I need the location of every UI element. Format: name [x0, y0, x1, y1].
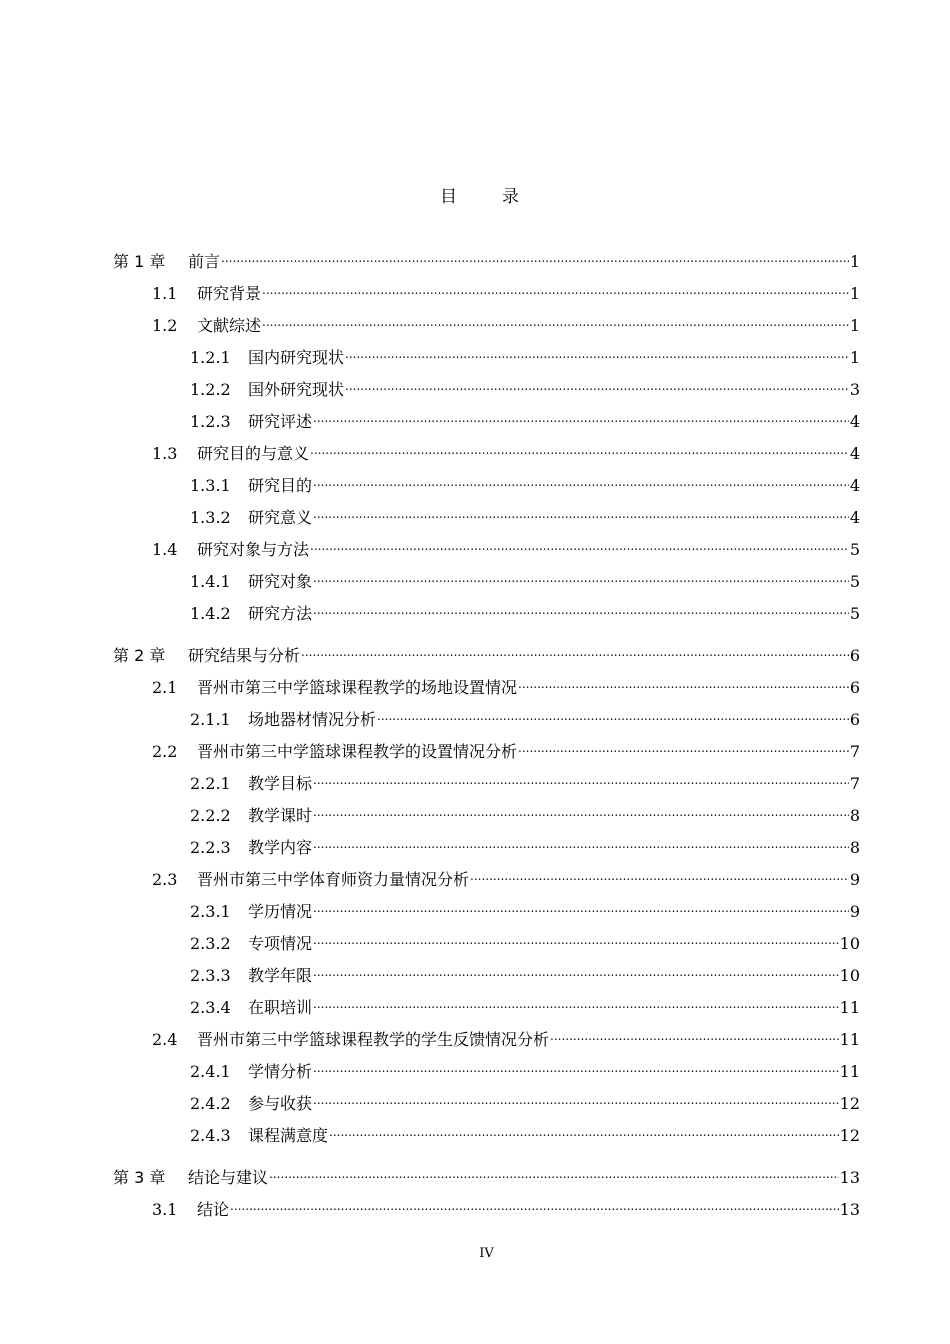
- toc-entry-title: 学情分析: [248, 1062, 313, 1081]
- toc-entry-page: 10: [839, 934, 860, 953]
- toc-entry-number: 1.2.2: [190, 380, 231, 399]
- toc-entry-page: 7: [849, 742, 860, 761]
- toc-entry-page: 11: [839, 1030, 860, 1049]
- toc-dot-leader: [313, 767, 849, 789]
- toc-entry-page: 4: [849, 476, 860, 495]
- toc-entry-page: 4: [849, 412, 860, 431]
- toc-entry[interactable]: [190, 469, 860, 495]
- toc-dot-leader: [470, 863, 849, 885]
- toc-entry[interactable]: [190, 959, 860, 985]
- toc-entry[interactable]: [190, 597, 860, 623]
- toc-dot-leader: [313, 1055, 839, 1077]
- toc-entry-title: 文献综述: [197, 316, 262, 335]
- toc-entry-title: 教学年限: [248, 966, 313, 985]
- toc-dot-leader: [329, 1119, 839, 1141]
- toc-dot-leader: [345, 373, 849, 395]
- toc-entry-title: 国内研究现状: [248, 348, 345, 367]
- toc-entry[interactable]: [190, 703, 860, 729]
- toc-entry-page: 13: [839, 1200, 860, 1219]
- toc-entry-page: 7: [849, 774, 860, 793]
- toc-entry[interactable]: [190, 799, 860, 825]
- toc-entry[interactable]: [113, 245, 860, 271]
- toc-entry[interactable]: [190, 1055, 860, 1081]
- toc-entry-number: 1.2.1: [190, 348, 231, 367]
- toc-entry-page: 11: [839, 1062, 860, 1081]
- toc-entry-page: 1: [849, 284, 860, 303]
- toc-entry-number: 1.4: [152, 540, 178, 559]
- toc-entry-title: 晋州市第三中学篮球课程教学的场地设置情况: [197, 678, 518, 697]
- toc-entry-title: 晋州市第三中学体育师资力量情况分析: [197, 870, 470, 889]
- toc-entry-number: 第 3 章: [113, 1168, 166, 1187]
- toc-entry[interactable]: [152, 735, 860, 761]
- toc-entry[interactable]: [190, 895, 860, 921]
- toc-entry-number: 2.2.1: [190, 774, 231, 793]
- toc-entry[interactable]: [190, 1119, 860, 1145]
- toc-entry-title: 学历情况: [248, 902, 313, 921]
- toc-entry-title: 结论与建议: [188, 1168, 269, 1187]
- toc-dot-leader: [313, 895, 849, 917]
- toc-entry[interactable]: [190, 565, 860, 591]
- toc-entry-title: 研究结果与分析: [188, 646, 301, 665]
- toc-entry-title: 研究意义: [248, 508, 313, 527]
- toc-entry[interactable]: [190, 991, 860, 1017]
- page-number: IV: [479, 1246, 494, 1261]
- toc-entry[interactable]: [152, 437, 860, 463]
- toc-entry-number: 2.3.4: [190, 998, 231, 1017]
- toc-entry-number: 1.4.1: [190, 572, 231, 591]
- toc-entry-number: 1.3.2: [190, 508, 231, 527]
- toc-entry-page: 6: [849, 710, 860, 729]
- toc-entry-page: 12: [839, 1126, 860, 1145]
- toc-entry-number: 2.3.1: [190, 902, 231, 921]
- toc-entry-page: 11: [839, 998, 860, 1017]
- toc-entry-number: 2.2.3: [190, 838, 231, 857]
- toc-dot-leader: [313, 991, 839, 1013]
- toc-dot-leader: [313, 799, 849, 821]
- toc-entry-number: 1.3: [152, 444, 178, 463]
- toc-entry[interactable]: [152, 533, 860, 559]
- toc-entry-page: 13: [839, 1168, 860, 1187]
- toc-entry[interactable]: [190, 341, 860, 367]
- toc-entry-number: 2.4: [152, 1030, 178, 1049]
- toc-entry-number: 1.2.3: [190, 412, 231, 431]
- toc-dot-leader: [313, 469, 849, 491]
- toc-entry-page: 4: [849, 508, 860, 527]
- toc-dot-leader: [313, 405, 849, 427]
- toc-entry-number: 2.3.2: [190, 934, 231, 953]
- toc-entry-title: 研究目的: [248, 476, 313, 495]
- toc-entry-title: 教学课时: [248, 806, 313, 825]
- toc-entry-number: 第 1 章: [113, 252, 166, 271]
- toc-dot-leader: [230, 1193, 839, 1215]
- toc-entry-page: 5: [849, 572, 860, 591]
- toc-entry[interactable]: [152, 671, 860, 697]
- toc-entry-number: 1.3.1: [190, 476, 231, 495]
- toc-dot-leader: [313, 565, 849, 587]
- toc-dot-leader: [518, 671, 849, 693]
- toc-entry-number: 1.4.2: [190, 604, 231, 623]
- toc-entry[interactable]: [190, 1087, 860, 1113]
- toc-entry[interactable]: [152, 1193, 860, 1219]
- toc-entry-title: 研究对象: [248, 572, 313, 591]
- toc-entry[interactable]: [152, 1023, 860, 1049]
- toc-entry[interactable]: [113, 1161, 860, 1187]
- toc-entry-page: 6: [849, 646, 860, 665]
- toc-dot-leader: [310, 437, 849, 459]
- toc-entry-page: 9: [849, 902, 860, 921]
- toc-dot-leader: [313, 501, 849, 523]
- toc-dot-leader: [269, 1161, 839, 1183]
- toc-entry-number: 2.3: [152, 870, 178, 889]
- toc-dot-leader: [518, 735, 849, 757]
- toc-entry[interactable]: [190, 831, 860, 857]
- toc-entry-number: 第 2 章: [113, 646, 166, 665]
- toc-entry[interactable]: [113, 639, 860, 665]
- toc-dot-leader: [313, 959, 839, 981]
- toc-entry-number: 1.1: [152, 284, 178, 303]
- toc-dot-leader: [313, 597, 849, 619]
- toc-entry-page: 3: [849, 380, 860, 399]
- toc-entry-page: 5: [849, 604, 860, 623]
- toc-dot-leader: [310, 533, 849, 555]
- toc-entry[interactable]: [190, 373, 860, 399]
- toc-entry-page: 5: [849, 540, 860, 559]
- toc-dot-leader: [550, 1023, 839, 1045]
- toc-dot-leader: [301, 639, 849, 661]
- toc-entry-page: 6: [849, 678, 860, 697]
- toc-dot-leader: [377, 703, 849, 725]
- toc-entry-number: 2.2.2: [190, 806, 231, 825]
- toc-entry[interactable]: [152, 309, 860, 335]
- toc-entry-title: 专项情况: [248, 934, 313, 953]
- toc-entry-page: 10: [839, 966, 860, 985]
- toc-dot-leader: [313, 927, 839, 949]
- toc-entry-title: 国外研究现状: [248, 380, 345, 399]
- toc-entry-number: 2.4.1: [190, 1062, 231, 1081]
- toc-entry-page: 9: [849, 870, 860, 889]
- toc-entry-page: 1: [849, 348, 860, 367]
- toc-entry[interactable]: [190, 767, 860, 793]
- toc-entry-title: 教学内容: [248, 838, 313, 857]
- toc-dot-leader: [262, 309, 849, 331]
- toc-entry-number: 2.4.2: [190, 1094, 231, 1113]
- toc-entry-title: 场地器材情况分析: [248, 710, 377, 729]
- toc-entry-page: 12: [839, 1094, 860, 1113]
- toc-entry-title: 课程满意度: [248, 1126, 329, 1145]
- toc-entry-title: 教学目标: [248, 774, 313, 793]
- toc-entry-page: 1: [849, 316, 860, 335]
- toc-entry-title: 参与收获: [248, 1094, 313, 1113]
- toc-entry-number: 2.1.1: [190, 710, 231, 729]
- toc-entry-number: 2.4.3: [190, 1126, 231, 1145]
- toc-entry-title: 前言: [188, 252, 221, 271]
- toc-entry-number: 2.3.3: [190, 966, 231, 985]
- toc-entry-number: 2.2: [152, 742, 178, 761]
- toc-entry-title: 晋州市第三中学篮球课程教学的设置情况分析: [197, 742, 518, 761]
- toc-entry-page: 4: [849, 444, 860, 463]
- toc-entry-title: 研究评述: [248, 412, 313, 431]
- toc-entry-number: 3.1: [152, 1200, 178, 1219]
- toc-dot-leader: [345, 341, 849, 363]
- toc-entry-title: 研究目的与意义: [197, 444, 310, 463]
- toc-entry-page: 8: [849, 806, 860, 825]
- toc-dot-leader: [262, 277, 849, 299]
- toc-entry-title: 研究背景: [197, 284, 262, 303]
- toc-dot-leader: [313, 831, 849, 853]
- toc-entry-title: 结论: [197, 1200, 230, 1219]
- toc-entry[interactable]: [190, 927, 860, 953]
- toc-entry[interactable]: [152, 277, 860, 303]
- toc-entry-number: 2.1: [152, 678, 178, 697]
- toc-entry-title: 研究方法: [248, 604, 313, 623]
- toc-entry-number: 1.2: [152, 316, 178, 335]
- toc-entry-title: 在职培训: [248, 998, 313, 1017]
- toc-entry-title: 研究对象与方法: [197, 540, 310, 559]
- toc-entry-page: 8: [849, 838, 860, 857]
- toc-entry[interactable]: [152, 863, 860, 889]
- toc-entry[interactable]: [190, 501, 860, 527]
- toc-entry[interactable]: [190, 405, 860, 431]
- toc-entry-title: 晋州市第三中学篮球课程教学的学生反馈情况分析: [197, 1030, 550, 1049]
- toc-dot-leader: [313, 1087, 839, 1109]
- toc-entry-page: 1: [849, 252, 860, 271]
- toc-dot-leader: [221, 245, 849, 267]
- page-title: 目 录: [440, 187, 533, 207]
